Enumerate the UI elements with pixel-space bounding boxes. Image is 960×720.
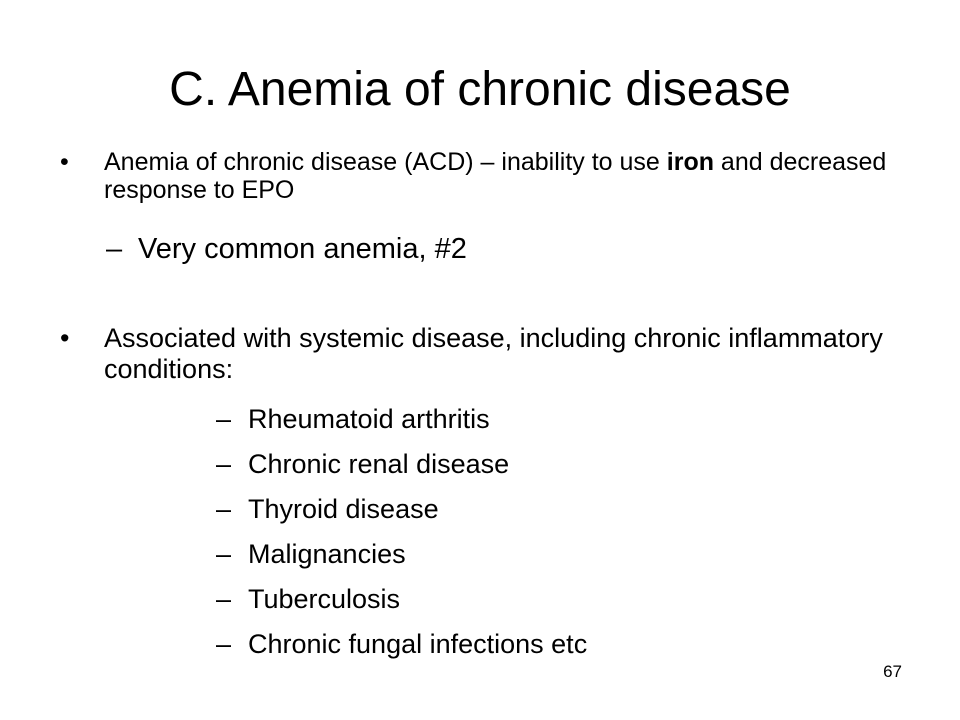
list-item xyxy=(216,584,587,629)
dash-mark: – xyxy=(216,584,232,614)
bullet-mark: • xyxy=(60,323,70,353)
list-item-text: Tuberculosis xyxy=(248,584,401,614)
list-item-text: Chronic renal disease xyxy=(248,449,510,479)
slide-title: C. Anemia of chronic disease xyxy=(169,63,791,116)
list-item-text: Malignancies xyxy=(248,539,406,569)
dash-mark: – xyxy=(216,629,232,659)
bullet-text: Associated with systemic disease, including chronic inflammatory conditions: xyxy=(104,323,883,384)
dash-mark: – xyxy=(106,233,123,265)
page-number: 67 xyxy=(883,662,902,681)
list-item-text: Chronic fungal infections etc xyxy=(248,629,588,659)
sub-bullet-common-anemia xyxy=(106,232,467,266)
bullet-associated-conditions xyxy=(60,323,930,385)
bullet-text-pre: Anemia of chronic disease (ACD) – inability to use xyxy=(104,148,667,176)
dash-mark: – xyxy=(216,404,232,434)
dash-mark: – xyxy=(216,494,232,524)
conditions-list xyxy=(216,404,587,674)
bullet-mark: • xyxy=(60,148,69,176)
bullet-text-bold: iron xyxy=(666,148,714,176)
list-item xyxy=(216,539,587,584)
list-item xyxy=(216,449,587,494)
bullet-text xyxy=(104,148,930,204)
list-item-text: Rheumatoid arthritis xyxy=(248,404,490,434)
sub-bullet-text: Very common anemia, #2 xyxy=(138,233,467,265)
list-item xyxy=(216,629,587,674)
dash-mark: – xyxy=(216,449,232,479)
bullet-acd-definition xyxy=(60,148,930,204)
bullet-text-post: and decreased response to EPO xyxy=(104,148,887,204)
dash-mark: – xyxy=(216,539,232,569)
list-item-text: Thyroid disease xyxy=(248,494,439,524)
list-item xyxy=(216,494,587,539)
list-item xyxy=(216,404,587,449)
